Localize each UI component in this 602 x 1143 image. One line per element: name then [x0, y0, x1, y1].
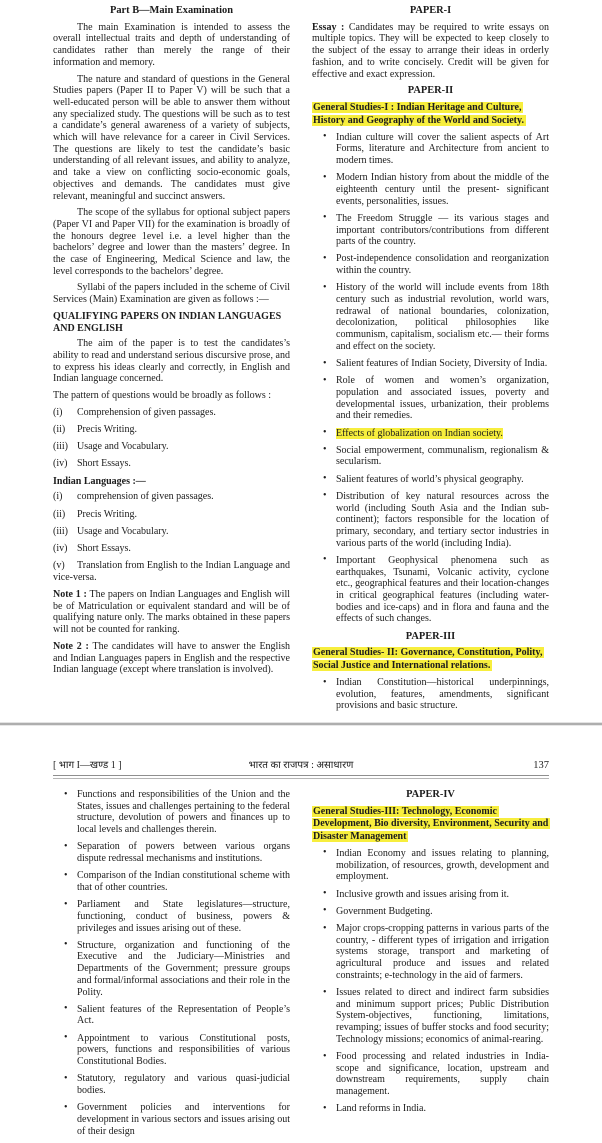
numbered-item: (ii) Precis Writing.: [53, 508, 137, 520]
bullet-item: • Functions and responsibilities of the Union and the States, issues and challenges pertaining to the federal structure, devolution of powers and finances up to local levels and challenges therein.: [64, 788, 290, 836]
bullet-icon: •: [323, 281, 327, 293]
bullet-icon: •: [323, 252, 327, 264]
bullet-icon: •: [323, 374, 327, 386]
bullet-item: • Food processing and related industries in India- scope and significance, location, upstream and downstream requirements, supply chain management.: [323, 1050, 549, 1098]
gs3-title: General Studies-III: Technology, Economic Development, Bio diversity, Environment, Security and Disaster Management: [313, 805, 549, 842]
bullet-item: • Land reforms in India.: [323, 1102, 426, 1115]
bullet-icon: •: [323, 171, 327, 183]
bullet-item: • Salient features of Indian Society, Diversity of India.: [323, 357, 548, 370]
bullet-item: • Salient features of world’s physical geography.: [323, 473, 524, 485]
bullet-icon: •: [323, 922, 327, 934]
bullet-icon: •: [323, 986, 327, 998]
bullet-item: • Government Budgeting.: [323, 905, 433, 917]
bullet-item: • Issues related to direct and indirect farm subsidies and minimum support prices; Public Distribution System-objectives, functioning, limitations, revamping; issues of buffer stocks and food security; Technology missions; economics of animal-rearing.: [323, 986, 549, 1045]
bullet-item: • Effects of globalization on Indian society.: [323, 427, 503, 439]
numbered-item: (iii) Usage and Vocabulary.: [53, 525, 169, 537]
gs2-bullet-list: [312, 677, 549, 712]
bullet-item: • Comparison of the Indian constitutional scheme with that of other countries.: [64, 869, 290, 893]
bullet-item: • Post-independence consolidation and reorganization within the country.: [323, 252, 549, 277]
gs1-title: General Studies-I : Indian Heritage and Culture, History and Geography of the World and Society.: [313, 101, 524, 126]
bullet-item: • Indian Economy and issues relating to planning, mobilization, of resources, growth, development and employment.: [323, 847, 549, 883]
pattern-line: The pattern of questions would be broadly as follows :: [53, 390, 272, 402]
bullet-item: • Parliament and State legislatures—structure, functioning, conduct of business, powers & privileges and issues arising out of these.: [64, 898, 290, 934]
bullet-item: • Important Geophysical phenomena such as earthquakes, Tsunami, Volcanic activity, cyclone etc., geographical features and their location-changes in critical geographical features (including water-bodies and ice-caps) and in flora and fauna and the effects of such changes.: [323, 554, 549, 625]
bullet-icon: •: [64, 1101, 68, 1113]
numbered-item: (i) Comprehension of given passages.: [53, 406, 216, 418]
indian-languages-heading: Indian Languages :—: [53, 475, 146, 487]
bullet-item: • Distribution of key natural resources across the world (including South Asia and the Indian sub-continent); factors responsible for the location of primary, secondary, and tertiary sector industries in various parts of the world (including India).: [323, 490, 549, 549]
note-2: Note 2 : The candidates will have to answer the English and Indian Languages papers in English and the respective Indian language (except where translation is involved).: [53, 640, 291, 676]
essay-paragraph: Essay : Candidates may be required to write essays on multiple topics. They will be expected to keep closely to the subject of the essay to arrange their ideas in orderly fashion, and to write concisely. Credit will be given for effective and exact expression.: [312, 21, 549, 80]
bullet-item: • Separation of powers between various organs dispute redressal mechanisms and institutions.: [64, 840, 290, 865]
paragraph: The aim of the paper is to test the candidates’s ability to read and understand serious discursive prose, and to express his ideas clearly and correctly, in English and Indian language concerned.: [53, 338, 290, 385]
english-items-list: [53, 407, 290, 470]
gazette-header: [53, 757, 549, 771]
header-part-label: [ भाग I—खण्ड 1 ]: [53, 760, 122, 771]
bullet-icon: •: [64, 1032, 68, 1044]
qualifying-papers-heading: QUALIFYING PAPERS ON INDIAN LANGUAGES AND ENGLISH: [53, 310, 282, 334]
numbered-item: (v) Translation from English to the Indian Language and vice-versa.: [53, 560, 290, 583]
header-gazette-title: भारत का राजपत्र : असाधारण: [248, 760, 354, 771]
bullet-icon: •: [323, 1050, 327, 1062]
note-1: Note 1 : The papers on Indian Languages and English will be of Matriculation or equivalent standard and will be of qualifying nature only. The marks obtained in these papers will not be counted for ranking.: [53, 589, 291, 636]
paragraph: The main Examination is intended to assess the overall intellectual traits and depth of understanding of candidates rather than merely the range of their information and memory.: [53, 21, 290, 68]
numbered-item: (iii) Usage and Vocabulary.: [53, 441, 169, 453]
bullet-icon: •: [323, 1102, 327, 1114]
header-page-number: 137: [533, 760, 549, 771]
bullet-icon: •: [323, 554, 327, 566]
numbered-item: (iv) Short Essays.: [53, 458, 131, 470]
bullet-item: • The Freedom Struggle — its various stages and important contributors/contributions from different parts of the country.: [323, 212, 549, 248]
bullet-item: • Major crops-cropping patterns in various parts of the country, - different types of irrigation and irrigation systems storage, transport and marketing of agricultural produce and issues and related constraints; e-technology in the aid of farmers.: [323, 922, 549, 981]
bullet-icon: •: [64, 939, 68, 951]
bullet-icon: •: [64, 869, 68, 881]
bullet-icon: •: [323, 427, 327, 439]
gs1-bullet-list: [312, 132, 549, 626]
bullet-item: • Statutory, regulatory and various quasi-judicial bodies.: [64, 1072, 290, 1096]
gs2-title: General Studies- II: Governance, Constitution, Polity, Social Justice and International relations.: [313, 647, 543, 671]
bullet-item: • Appointment to various Constitutional posts, powers, functions and responsibilities of various Constitutional Bodies.: [64, 1032, 290, 1068]
bullet-item: • Indian culture will cover the salient aspects of Art Forms, literature and Architecture from ancient to modern times.: [323, 131, 549, 167]
bullet-item: • History of the world will include events from 18th century such as industrial revolution, world wars, redrawal of national boundaries, colonization, decolonization, political philosophies like communism, capitalism, socialism etc.— their forms and effect on the society.: [323, 281, 549, 352]
page-1-columns: [53, 5, 549, 718]
paper-1-heading: PAPER-I: [409, 5, 452, 16]
bullet-icon: •: [64, 1072, 68, 1084]
page-1-left-column: [53, 5, 290, 718]
bullet-item: • Social empowerment, communalism, regionalism & secularism.: [323, 444, 549, 468]
bullet-icon: •: [323, 473, 327, 485]
bullet-icon: •: [64, 840, 68, 852]
bullet-icon: •: [323, 847, 327, 859]
bullet-icon: •: [64, 1003, 68, 1015]
bullet-item: • Structure, organization and functioning of the Executive and the Judiciary—Ministries and Departments of the Government; pressure groups and formal/informal associations and their role in the Polity.: [64, 939, 290, 998]
bullet-icon: •: [323, 357, 327, 369]
paper-4-heading: PAPER-IV: [406, 789, 455, 800]
indian-items-list: [53, 491, 290, 583]
paragraph: The nature and standard of questions in the General Studies papers (Paper II to Paper V) will be such that a well-educated person will be able to answer them without any specialized study. The questions will be such as to test a candidate’s general awareness of a variety of subjects, which will have relevance for a career in Civil Services. The questions are likely to test the candidate’s basic understanding of all relevant issues, and ability to analyze, and take a view on conflicting socio-economic goals, objectives and demands. The candidates must give relevant, meaningful and succinct answers.: [53, 73, 290, 202]
gs2-continued-bullet-list: [53, 789, 290, 1137]
bullet-item: • Role of women and women’s organization, population and associated issues, poverty and developmental issues, urbanization, their problems and their remedies.: [323, 374, 549, 422]
paper-2-heading: PAPER-II: [407, 85, 454, 97]
bullet-icon: •: [323, 444, 327, 456]
numbered-item: (i) comprehension of given passages.: [53, 491, 214, 503]
page-2-columns: [53, 789, 549, 1143]
bullet-item: • Indian Constitution—historical underpinnings, evolution, features, amendments, significant provisions and basic structure.: [323, 676, 549, 712]
bullet-icon: •: [323, 905, 327, 917]
page-2: [0, 726, 602, 1143]
paper-3-heading: PAPER-III: [405, 630, 456, 642]
part-b-heading: Part B—Main Examination: [110, 5, 233, 16]
numbered-item: (iv) Short Essays.: [53, 542, 131, 554]
header-rule: [53, 775, 549, 779]
page-1-right-column: [312, 5, 549, 718]
bullet-item: • Inclusive growth and issues arising from it.: [323, 888, 510, 900]
bullet-item: • Modern Indian history from about the middle of the eighteenth century until the present- significant events, personalities, issues.: [323, 171, 549, 207]
bullet-icon: •: [323, 490, 327, 502]
paragraph: Syllabi of the papers included in the scheme of Civil Services (Main) Examination are given as follows :—: [53, 282, 290, 306]
bullet-icon: •: [64, 898, 68, 910]
bullet-icon: •: [323, 212, 327, 224]
bullet-item: • Salient features of the Representation of People’s Act.: [64, 1003, 290, 1027]
numbered-item: (ii) Precis Writing.: [53, 424, 137, 435]
bullet-icon: •: [64, 788, 68, 800]
page-2-left-column: [53, 789, 290, 1143]
bullet-icon: •: [323, 888, 327, 900]
bullet-icon: •: [323, 131, 327, 143]
paragraph: The scope of the syllabus for optional subject papers (Paper VI and Paper VII) for the examination is broadly of the honours degree 1evel i.e. a level higher than the bachelors’ degree and lower than the masters’ degree. In the case of Engineering, Medical Science and law, the level corresponds to the bachelors’ degree.: [53, 207, 290, 277]
bullet-item: • Government policies and interventions for development in various sectors and issues arising out of their design: [64, 1101, 290, 1137]
gs3-bullet-list: [312, 848, 549, 1115]
page-2-right-column: [312, 789, 549, 1143]
bullet-icon: •: [323, 676, 327, 688]
